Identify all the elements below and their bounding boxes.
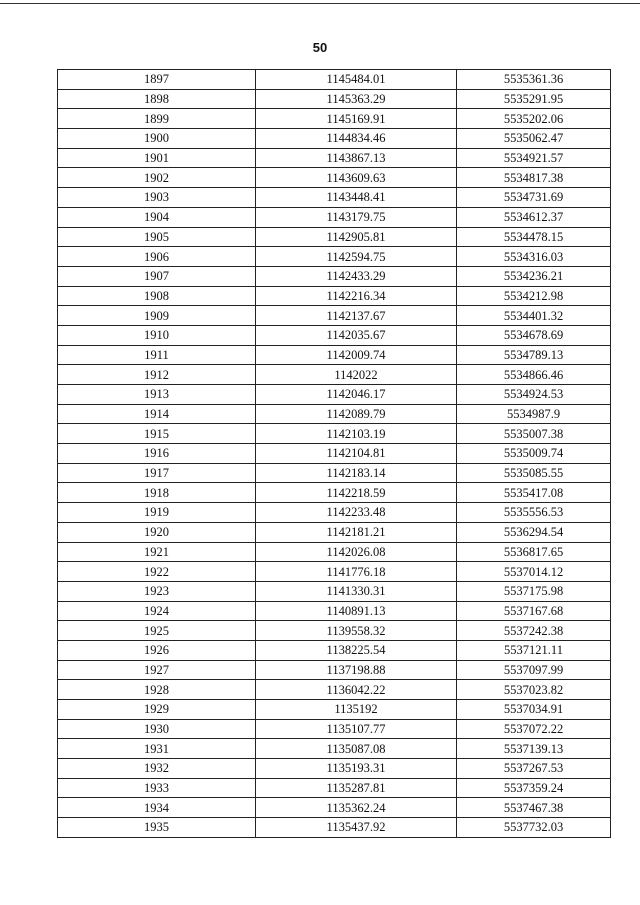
y-coordinate-cell: 5534924.53 [457,385,611,405]
x-coordinate-cell: 1137198.88 [256,660,457,680]
table-row [58,739,611,759]
x-coordinate-cell: 1142022 [256,365,457,385]
x-coordinate-cell: 1142218.59 [256,483,457,503]
point-number-cell: 1910 [58,325,256,345]
table-row [58,818,611,838]
table-row [58,109,611,129]
table-row [58,168,611,188]
table-row [58,503,611,523]
table-row [58,266,611,286]
point-number-cell: 1915 [58,424,256,444]
point-number-cell: 1904 [58,207,256,227]
point-number-cell: 1918 [58,483,256,503]
y-coordinate-cell: 5537034.91 [457,700,611,720]
table-row [58,778,611,798]
y-coordinate-cell: 5537242.38 [457,621,611,641]
point-number-cell: 1922 [58,562,256,582]
table-row [58,601,611,621]
table-row [58,286,611,306]
point-number-cell: 1927 [58,660,256,680]
coordinates-table [57,69,611,838]
x-coordinate-cell: 1145484.01 [256,70,457,90]
x-coordinate-cell: 1142137.67 [256,306,457,326]
table-row [58,798,611,818]
point-number-cell: 1932 [58,759,256,779]
x-coordinate-cell: 1142104.81 [256,444,457,464]
y-coordinate-cell: 5534921.57 [457,148,611,168]
y-coordinate-cell: 5535417.08 [457,483,611,503]
point-number-cell: 1905 [58,227,256,247]
table-row [58,227,611,247]
table-row [58,719,611,739]
table-row [58,70,611,90]
point-number-cell: 1921 [58,542,256,562]
x-coordinate-cell: 1135437.92 [256,818,457,838]
point-number-cell: 1919 [58,503,256,523]
y-coordinate-cell: 5537023.82 [457,680,611,700]
table-row [58,129,611,149]
x-coordinate-cell: 1136042.22 [256,680,457,700]
x-coordinate-cell: 1143867.13 [256,148,457,168]
x-coordinate-cell: 1142183.14 [256,463,457,483]
table-row [58,640,611,660]
point-number-cell: 1911 [58,345,256,365]
x-coordinate-cell: 1143179.75 [256,207,457,227]
point-number-cell: 1931 [58,739,256,759]
x-coordinate-cell: 1144834.46 [256,129,457,149]
point-number-cell: 1929 [58,700,256,720]
point-number-cell: 1898 [58,89,256,109]
x-coordinate-cell: 1143448.41 [256,188,457,208]
x-coordinate-cell: 1138225.54 [256,640,457,660]
point-number-cell: 1912 [58,365,256,385]
page-number: 50 [312,40,328,55]
point-number-cell: 1914 [58,404,256,424]
x-coordinate-cell: 1142026.08 [256,542,457,562]
point-number-cell: 1926 [58,640,256,660]
y-coordinate-cell: 5534987.9 [457,404,611,424]
y-coordinate-cell: 5534212.98 [457,286,611,306]
point-number-cell: 1930 [58,719,256,739]
table-row [58,660,611,680]
point-number-cell: 1925 [58,621,256,641]
x-coordinate-cell: 1143609.63 [256,168,457,188]
table-row [58,404,611,424]
y-coordinate-cell: 5537121.11 [457,640,611,660]
table-row [58,621,611,641]
x-coordinate-cell: 1135192 [256,700,457,720]
table-row [58,188,611,208]
x-coordinate-cell: 1142181.21 [256,522,457,542]
y-coordinate-cell: 5537072.22 [457,719,611,739]
table-row [58,581,611,601]
point-number-cell: 1903 [58,188,256,208]
point-number-cell: 1924 [58,601,256,621]
x-coordinate-cell: 1145363.29 [256,89,457,109]
x-coordinate-cell: 1142046.17 [256,385,457,405]
point-number-cell: 1899 [58,109,256,129]
x-coordinate-cell: 1142433.29 [256,266,457,286]
y-coordinate-cell: 5535007.38 [457,424,611,444]
y-coordinate-cell: 5537732.03 [457,818,611,838]
table-row [58,542,611,562]
x-coordinate-cell: 1142594.75 [256,247,457,267]
y-coordinate-cell: 5537014.12 [457,562,611,582]
x-coordinate-cell: 1142009.74 [256,345,457,365]
y-coordinate-cell: 5534401.32 [457,306,611,326]
y-coordinate-cell: 5534789.13 [457,345,611,365]
y-coordinate-cell: 5534612.37 [457,207,611,227]
x-coordinate-cell: 1141330.31 [256,581,457,601]
x-coordinate-cell: 1141776.18 [256,562,457,582]
x-coordinate-cell: 1142216.34 [256,286,457,306]
x-coordinate-cell: 1140891.13 [256,601,457,621]
y-coordinate-cell: 5537267.53 [457,759,611,779]
x-coordinate-cell: 1135087.08 [256,739,457,759]
y-coordinate-cell: 5536294.54 [457,522,611,542]
table-row [58,207,611,227]
y-coordinate-cell: 5535009.74 [457,444,611,464]
point-number-cell: 1900 [58,129,256,149]
y-coordinate-cell: 5534731.69 [457,188,611,208]
x-coordinate-cell: 1142905.81 [256,227,457,247]
table-row [58,700,611,720]
table-row [58,522,611,542]
table-row [58,365,611,385]
point-number-cell: 1902 [58,168,256,188]
y-coordinate-cell: 5535361.36 [457,70,611,90]
point-number-cell: 1909 [58,306,256,326]
table-row [58,562,611,582]
x-coordinate-cell: 1135107.77 [256,719,457,739]
table-row [58,424,611,444]
y-coordinate-cell: 5535291.95 [457,89,611,109]
point-number-cell: 1917 [58,463,256,483]
x-coordinate-cell: 1135362.24 [256,798,457,818]
point-number-cell: 1916 [58,444,256,464]
table-row [58,759,611,779]
table-row [58,385,611,405]
y-coordinate-cell: 5534678.69 [457,325,611,345]
point-number-cell: 1928 [58,680,256,700]
y-coordinate-cell: 5534866.46 [457,365,611,385]
x-coordinate-cell: 1135193.31 [256,759,457,779]
x-coordinate-cell: 1142089.79 [256,404,457,424]
point-number-cell: 1897 [58,70,256,90]
y-coordinate-cell: 5535202.06 [457,109,611,129]
y-coordinate-cell: 5535062.47 [457,129,611,149]
table-row [58,247,611,267]
y-coordinate-cell: 5535085.55 [457,463,611,483]
y-coordinate-cell: 5537359.24 [457,778,611,798]
y-coordinate-cell: 5534817.38 [457,168,611,188]
coordinates-table-body [58,70,611,838]
y-coordinate-cell: 5537097.99 [457,660,611,680]
y-coordinate-cell: 5537139.13 [457,739,611,759]
y-coordinate-cell: 5537467.38 [457,798,611,818]
y-coordinate-cell: 5534478.15 [457,227,611,247]
x-coordinate-cell: 1135287.81 [256,778,457,798]
point-number-cell: 1908 [58,286,256,306]
y-coordinate-cell: 5534316.03 [457,247,611,267]
table-row [58,680,611,700]
y-coordinate-cell: 5534236.21 [457,266,611,286]
y-coordinate-cell: 5535556.53 [457,503,611,523]
point-number-cell: 1901 [58,148,256,168]
x-coordinate-cell: 1142035.67 [256,325,457,345]
point-number-cell: 1906 [58,247,256,267]
point-number-cell: 1923 [58,581,256,601]
point-number-cell: 1913 [58,385,256,405]
x-coordinate-cell: 1142103.19 [256,424,457,444]
table-row [58,325,611,345]
point-number-cell: 1920 [58,522,256,542]
point-number-cell: 1934 [58,798,256,818]
x-coordinate-cell: 1145169.91 [256,109,457,129]
table-row [58,306,611,326]
table-row [58,444,611,464]
table-row [58,463,611,483]
y-coordinate-cell: 5537175.98 [457,581,611,601]
point-number-cell: 1933 [58,778,256,798]
point-number-cell: 1907 [58,266,256,286]
x-coordinate-cell: 1142233.48 [256,503,457,523]
table-row [58,89,611,109]
y-coordinate-cell: 5536817.65 [457,542,611,562]
table-row [58,345,611,365]
scan-top-edge [0,3,640,4]
y-coordinate-cell: 5537167.68 [457,601,611,621]
x-coordinate-cell: 1139558.32 [256,621,457,641]
table-row [58,483,611,503]
table-row [58,148,611,168]
point-number-cell: 1935 [58,818,256,838]
